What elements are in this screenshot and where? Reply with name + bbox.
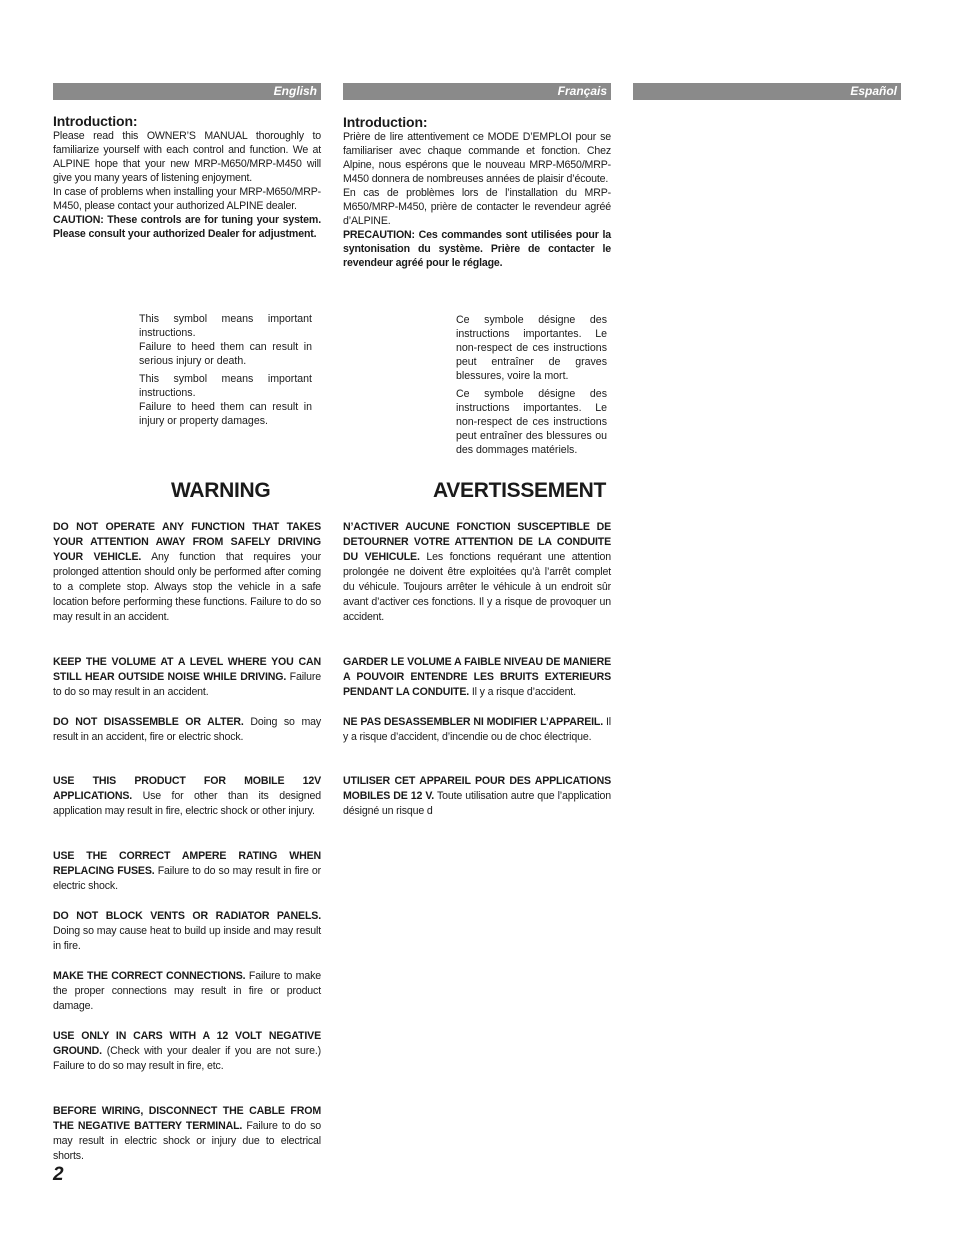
warning-title-en: WARNING [171, 479, 271, 502]
warning-fr-3: NE PAS DESASSEMBLER NI MODIFIER L’APPAREIL. Il y a risque d’accident, d’incendie ou de choc électrique. [343, 716, 611, 743]
intro-paragraph: Please read this OWNER’S MANUAL thoroughly to familiarize yourself with each control and function. We at ALPINE hope that your new MRP-M650/MRP-M450 will give you many years of listening enjoyment. [53, 130, 321, 184]
symbol-description: This symbol means important instructions. Failure to heed them can result in serious injury or death. [139, 313, 312, 367]
page-number: 2 [53, 1164, 64, 1185]
warning-title-fr: AVERTISSEMENT [433, 479, 607, 502]
intro-caution: PRECAUTION: Ces commandes sont utilisées pour la syntonisation du système. Prière de contacter le revendeur agréé pour le réglage. [343, 229, 611, 269]
warning-en-4: USE THIS PRODUCT FOR MOBILE 12V APPLICATIONS. Use for other than its designed application may result in fire, electric shock or other injury. [53, 775, 321, 817]
symbol-description: This symbol means important instructions. Failure to heed them can result in injury or property damages. [139, 373, 312, 427]
warning-en-1: DO NOT OPERATE ANY FUNCTION THAT TAKES YOUR ATTENTION AWAY FROM SAFELY DRIVING YOUR VEHICLE. Any function that requires your prolonged attention should only be performed after coming to a complete stop. Always stop the vehicle in a safe location before performing these functions. Failure to do so may result in an accident. [53, 521, 321, 623]
symbol-description: Ce symbole désigne des instructions importantes. Le non-respect de ces instructions peut entraîner de graves blessures, voire la mort. [456, 314, 607, 382]
warning-en-6: DO NOT BLOCK VENTS OR RADIATOR PANELS. Doing so may cause heat to build up inside and may result in fire. [53, 910, 321, 952]
intro-francais [343, 114, 611, 270]
header-english: English [53, 83, 321, 100]
symbols-english [139, 312, 312, 432]
warning-fr-4: UTILISER CET APPAREIL POUR DES APPLICATIONS MOBILES DE 12 V. Toute utilisation autre que l’application désigné un risque d [343, 775, 611, 817]
symbol-description: Ce symbole désigne des instructions importantes. Le non-respect de ces instructions peut entraîner des blessures ou des dommages matériels. [456, 388, 607, 456]
intro-english [53, 113, 321, 241]
warning-en-2: KEEP THE VOLUME AT A LEVEL WHERE YOU CAN STILL HEAR OUTSIDE NOISE WHILE DRIVING. Failure to do so may result in an accident. [53, 656, 321, 698]
symbols-francais [456, 313, 607, 461]
warning-fr-1: N’ACTIVER AUCUNE FONCTION SUSCEPTIBLE DE DETOURNER VOTRE ATTENTION DE LA CONDUITE DU VEHICULE. Les fonctions requérant une attention prolongée ne doivent être exploitées qu’à l’arrêt complet du véhicule. Toujours arrêter le véhicule à un endroit sûr avant d’activer ces fonctions. Il y a risque de provoquer un accident. [343, 521, 611, 623]
intro-title-en: Introduction: [53, 113, 138, 129]
warning-en-5: USE THE CORRECT AMPERE RATING WHEN REPLACING FUSES. Failure to do so may result in fire or electric shock. [53, 850, 321, 892]
intro-title-fr: Introduction: [343, 114, 428, 130]
intro-paragraph: En cas de problèmes lors de l’installation du MRP-M650/MRP-M450, prière de contacter le revendeur agréé d’ALPINE. [343, 187, 611, 227]
warning-en-9: BEFORE WIRING, DISCONNECT THE CABLE FROM THE NEGATIVE BATTERY TERMINAL. Failure to do so may result in electric shock or injury due to electrical shorts. [53, 1105, 321, 1162]
header-espanol: Español [633, 83, 901, 100]
intro-caution: CAUTION: These controls are for tuning your system. Please consult your authorized Dealer for adjustment. [53, 214, 321, 240]
header-francais: Français [343, 83, 611, 100]
warning-en-8: USE ONLY IN CARS WITH A 12 VOLT NEGATIVE GROUND. (Check with your dealer if you are not sure.) Failure to do so may result in fire, etc. [53, 1030, 321, 1072]
intro-paragraph: Prière de lire attentivement ce MODE D’EMPLOI pour se familiariser avec chaque commande et fonction. Chez Alpine, nous espérons que le nouveau MRP-M650/MRP-M450 donnera de nombreuses années de plaisir d’écoute. [343, 131, 611, 185]
intro-paragraph: In case of problems when installing your MRP-M650/MRP-M450, please contact your authorized ALPINE dealer. [53, 186, 321, 212]
warning-en-7: MAKE THE CORRECT CONNECTIONS. Failure to make the proper connections may result in fire or product damage. [53, 970, 321, 1012]
warning-en-3: DO NOT DISASSEMBLE OR ALTER. Doing so may result in an accident, fire or electric shock. [53, 716, 322, 743]
warning-fr-2: GARDER LE VOLUME A FAIBLE NIVEAU DE MANIERE A POUVOIR ENTENDRE LES BRUITS EXTERIEURS PENDANT LA CONDUITE. Il y a risque d’accident. [343, 656, 611, 698]
